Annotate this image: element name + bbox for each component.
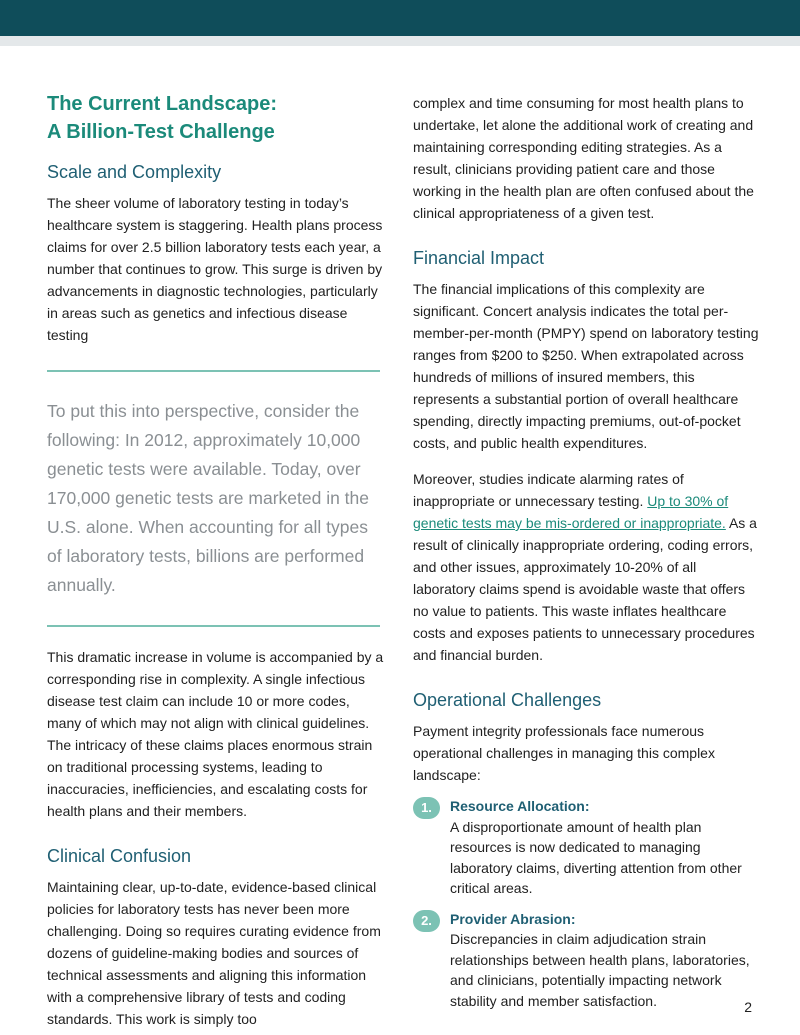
- heading-operational-challenges: Operational Challenges: [413, 690, 602, 710]
- list-item-text: [450, 796, 761, 899]
- pullquote-top-rule: [47, 370, 380, 372]
- page-title-line-2: A Billion-Test Challenge: [47, 121, 275, 143]
- page-title-line-1: The Current Landscape:: [47, 93, 278, 115]
- heading-financial-impact: Financial Impact: [413, 248, 545, 268]
- header-bar: [0, 0, 800, 36]
- list-item: [413, 796, 761, 899]
- complexity-body: This dramatic increase in volume is accompanied by a corresponding rise in complexity. A single infectious disease test claim can include 10 or more codes, many of which may not align with clinical guidelines. The intricacy of these claims places enormous strain on traditional processing systems, leading to inaccuracies, inefficiencies, and escalating costs for health plans and their members.: [47, 649, 384, 819]
- operational-intro: Payment integrity professionals face numerous operational challenges in managing this complex landscape:: [413, 723, 715, 783]
- list-item-heading: Provider Abrasion:: [450, 910, 576, 927]
- financial-body-2-post: As a result of clinically inappropriate ordering, coding errors, and other issues, approximately 10-20% of all laboratory claims spend is avoidable waste that offers no value to patients. This waste inflates healthcare costs and exposes patients to unnecessary procedures and financial burden.: [413, 515, 757, 663]
- header-sub-bar: [0, 36, 800, 46]
- scale-body: The sheer volume of laboratory testing in today’s healthcare system is staggering. Health plans process claims for over 2.5 billion laboratory tests each year, a number that continues to grow. This surge is driven by advancements in diagnostic technologies, particularly in areas such as genetics and infectious disease testing: [47, 195, 383, 343]
- clinical-body: Maintaining clear, up-to-date, evidence-based clinical policies for laboratory tests has never been more challenging. Doing so requires curating evidence from dozens of guideline-making bodies and sources of technical assessments and aligning this information with a comprehensive library of tests and coding standards. This work is simply too: [47, 879, 381, 1027]
- continued-body: complex and time consuming for most health plans to undertake, let alone the additional work of creating and maintaining corresponding editing strategies. As a result, clinicians providing patient care and those working in the health plan are often confused about the clinical appropriateness of a given test.: [413, 95, 754, 221]
- challenges-list: [413, 796, 761, 1011]
- left-column: [47, 90, 387, 1030]
- number-badge: 1.: [413, 797, 440, 819]
- number-badge: 2.: [413, 910, 440, 932]
- list-item-body: A disproportionate amount of health plan resources is now dedicated to managing laboratory claims, diverting attention from other critical areas.: [450, 818, 742, 896]
- heading-clinical-confusion: Clinical Confusion: [47, 846, 192, 866]
- financial-body-2-pre: Moreover, studies indicate alarming rates of inappropriate or unnecessary testing.: [413, 471, 684, 509]
- financial-body-1: The financial implications of this complexity are significant. Concert analysis indicates the total per-member-per-month (PMPY) spend on laboratory testing ranges from $200 to $250. When extrapolated across hundreds of millions of insured members, this represents a substantial portion of overall healthcare spending, directly impacting premiums, out-of-pocket costs, and public health expenditures.: [413, 281, 759, 451]
- right-column: [413, 92, 761, 1011]
- list-item-text: [450, 909, 761, 1012]
- financial-body-2: [413, 468, 761, 666]
- page-number: 2: [744, 999, 752, 1015]
- list-item-heading: Resource Allocation:: [450, 798, 590, 814]
- heading-scale-and-complexity: Scale and Complexity: [47, 162, 222, 182]
- pullquote: To put this into perspective, consider the following: In 2012, approximately 10,000 genetic tests were available. Today, over 170,000 genetic tests are marketed in the U.S. alone. When accounting for all types of laboratory tests, billions are performed annually.: [47, 401, 370, 595]
- list-item-body: Discrepancies in claim adjudication strain relationships between health plans, laboratories, and clinicians, potentially impacting network stability and member satisfaction.: [450, 931, 750, 1009]
- list-item: [413, 909, 761, 1012]
- page-title: [47, 90, 387, 146]
- genetic-tests-link[interactable]: Up to 30% of genetic tests may be mis-ordered or inappropriate.: [413, 493, 729, 531]
